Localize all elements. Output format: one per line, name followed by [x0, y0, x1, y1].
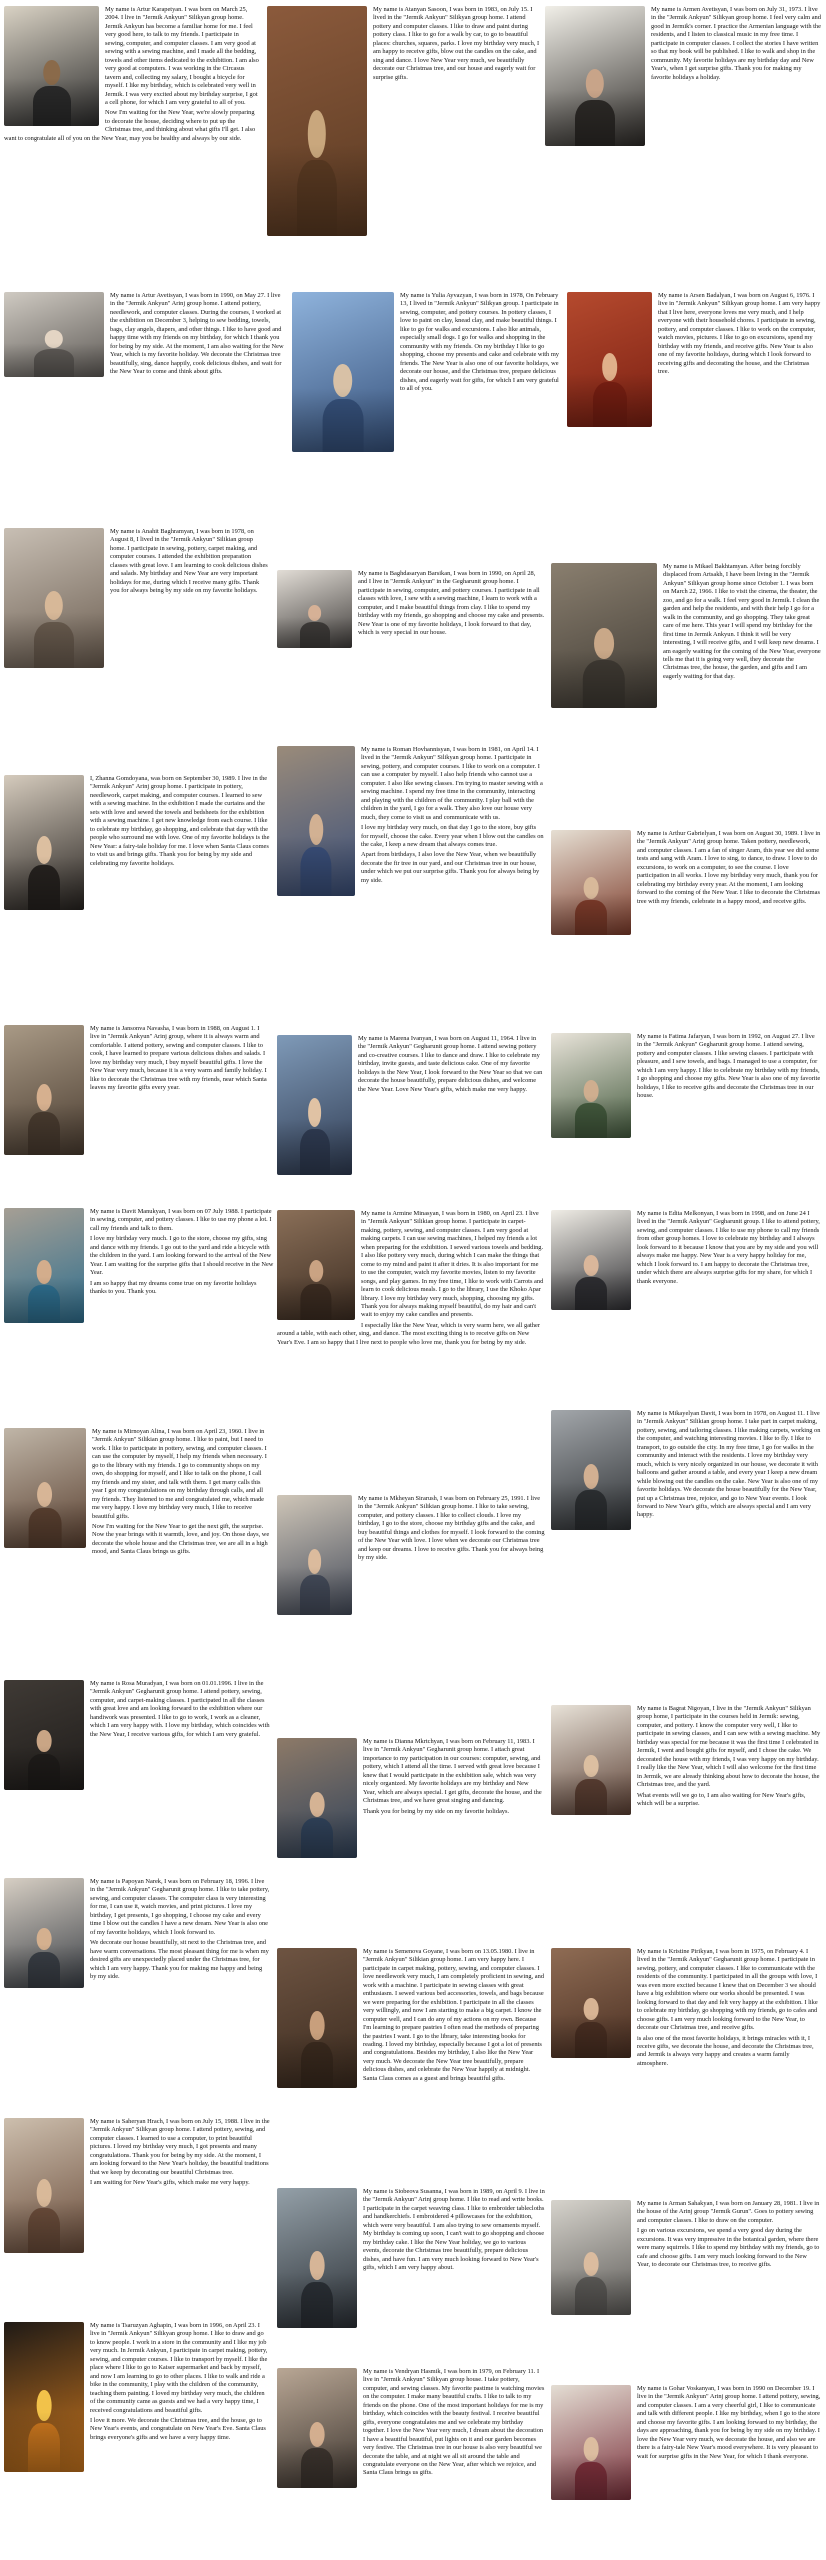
story-card — [551, 563, 821, 828]
story-card — [292, 292, 562, 522]
story-paragraph: My name is Mikayelyan Davit, I was born in 1978, on August 11. I live in "Jermik Ankyun" Silikian group home. I take part in carpet making, pottery, sewing, and tailoring classes. I like making carpets, working on the computer, and watching interesting movies. I like to fly. I like to transport, to go outside the city. In my free time, I go for walks in the community and interact with the residents. I love my birthday very much, which is very nicely organized in our house, we decorate it with balloons and gather around a table, and every year I keep a new dream while blowing out the candles on the cake. New Year is also one of my favorite holidays. We decorate the house beautifully for the New Year, put up a Christmas tree, rejoice, and go to New Year events. I look forward to New Year's gifts, which are always special and I am very happy. — [637, 1410, 821, 1519]
story-card — [4, 292, 284, 522]
resident-photo — [277, 2368, 357, 2488]
story-paragraph: My name is Bagrat Nigoyan, I live in the "Jermik Ankyun" Silikyan group home, I participate in the courses held in Jermik: sewing, computer, and pottery. I know the computer very well, I like to participate in sewing classes, and I can sew with a sewing machine. My birthday was special for me because it was the first time I celebrated in Jermik, I went and bought gifts for myself, and I chose the cake. We decorated the house with my friends, I was very happy on my birthday. I really like the New Year, which I will also welcome for the first time in Jermik, we are already thinking about how to decorate the house, the Christmas tree, and the yard. — [637, 1705, 821, 1789]
story-paragraph: We decorate our house beautifully, sit next to the Christmas tree, and have warm conversations. The most pleasant thing for me is when my desired gifts are unexpectedly placed under the Christmas tree, for which I am very happy. Thank you for making me happy and being by my side. — [90, 1939, 269, 1980]
story-card — [277, 1495, 545, 1735]
story-card — [4, 2322, 270, 2554]
resident-photo — [551, 1210, 631, 1310]
story-paragraph: My name is Davit Manukyan, I was born on 07 July 1988. I participate in sewing, computer, and pottery classes. I like to use my phone a lot. I call my friends and talk to them. — [90, 1208, 272, 1232]
story-card — [277, 2188, 545, 2363]
resident-photo — [551, 2200, 631, 2315]
story-paragraph: is also one of the most favorite holidays, it brings miracles with it, I receive gifts, we decorate the house, and decorate the Christmas tree, and Jermik is always very happy and creates a warm family atmosphere. — [637, 2034, 814, 2067]
story-paragraph: My name is Papoyan Narek, I was born on February 18, 1996. I live in the "Jermik Ankyun" Gegharunit group home. I like to take pottery, sewing, and computer classes. The computer class is very interesting for me, I can use it, watch movies, and print pictures. I love my birthday, I get presents, I go shopping, I choose my cake and every time I blow out the candles I have a new dream. New Year is also one of my favorite holidays, which I look forward to. — [90, 1878, 270, 1936]
story-paragraph: My name is Mkheyan Sirarush, I was born on February 25, 1991. I live in the "Jermik Ankyun" Silikian group home. I like to take sewing, computer, and pottery classes. I like to collect clouds. I love my birthday, I go to the store, choose my birthday gifts and the cake, and buy beautiful things and clothes for myself. I look forward to the coming of the New Year with love. I love when we decorate our Christmas tree and keep our dreams. I love to receive gifts. Thank you for always being by my side. — [358, 1495, 545, 1562]
story-card — [551, 2385, 821, 2555]
resident-photo — [277, 1948, 357, 2088]
story-card — [545, 6, 821, 266]
resident-photo — [4, 1428, 86, 1548]
story-card — [551, 1948, 821, 2198]
resident-photo — [4, 775, 84, 910]
story-card — [4, 1878, 270, 2113]
resident-photo — [551, 2385, 631, 2500]
story-card — [277, 1948, 545, 2183]
story-card — [4, 1025, 270, 1230]
story-card — [4, 1680, 274, 1875]
story-paragraph: My name is Baghdasaryan Barsikan, I was born in 1990, on April 28, and I live in "Jermik Ankyun" in the Gegharunit group home. I participate in sewing, computer, and pottery courses. I participate in all classes with love, I sew with a sewing machine, I learn to work with a computer, and I make beautiful things from clay. I like to spend my birthday with my friends, go shopping and choose my cake and presents. New Year is one of my favorite holidays, I look forward to that day, which is very special in our house. — [358, 570, 545, 637]
resident-photo — [277, 2188, 357, 2328]
story-card — [551, 830, 821, 1030]
story-paragraph: My name is Mirnoyan Alina, I was born on April 23, 1960. I live in "Jermik Ankyun" Silikian group home. I like to paint, but I need to work. I like to participate in pottery, sewing, and computer classes. I can use the computer by myself, I help my friends when necessary. I go to the library with my friends. I go to community shops on my own, do shopping for myself, and I like to talk on the phone, I call my friends and my sister, and talk with them. I get many calls this year I got my congratulations on my birthday through calls, and all my friends. They listened to me and congratulated me, which made me very happy. I love my birthday very much, I like to receive beautiful gifts. — [92, 1428, 267, 1520]
story-paragraph: My name is Tsaruzyan Aghapin, I was born in 1996, on April 23. I live in "Jermik Ankyun" Silikyan group home. I like to draw and go to know people. I work in a store in the community and I like my job very much. In Jermik Ankyun, I participate in carpet making, pottery, sewing, and computer courses. I like to transport by myself. I like the place where I like to go to Kaiser supermarket and back by myself, and now I am learning to go to other places. I like to walk and ride a bike in the community, I play with the children of the community, teaching them painting. I loved my birthday very much, the children of the community came as guests and we had a very happy time, I received congratulations and beautiful gifts. — [90, 2322, 268, 2414]
resident-photo — [4, 1878, 84, 1988]
story-paragraph: I go on various excursions, we spend a very good day during the excursions. It was very impressive in the botanical garden, where there were many squirrels. I like to spend my birthday with my friends, go to cafe and choose gifts. I am very much looking forward to the New Year, to decorate our Christmas tree, to receive gifts. — [637, 2227, 820, 2269]
story-paragraph: What events will we go to, I am also waiting for New Year's gifts, which will be a surprise. — [637, 1791, 806, 1807]
resident-photo — [277, 1035, 352, 1175]
story-paragraph: My name is Roman Hovhannisyan, I was born in 1981, on April 14. I lived in the "Jermik Ankyun" Silikyan group home. I participate in sewing, pottery, and computer courses. I like to work on a computer. I can use a computer by myself. I also help friends who cannot use a computer. I also like sewing classes. I'm trying to master sewing with a sewing machine. I spend my free time in the community, interacting and playing with the children of the community. I play ball with the children in the yard, I go for a walk. They also love our house very much, they come to visit us and communicate with us. — [361, 746, 543, 821]
story-paragraph: My name is Rosa Muradyan, I was born on 01.01.1996. I live in the "Jermik Ankyun" Gegharunit group home. I attend pottery, sewing, computer, and carpet-making classes. I participated in all the classes with great love and am looking forward to the exhibition where our handiwork was presented. I like to go to work, I work as a cleaner, which I am very happy with. I love my birthday, which coincides with the New Year, I receive various gifts, for which I am very grateful. — [90, 1680, 270, 1738]
story-card — [551, 1705, 821, 1945]
story-card — [4, 775, 270, 1020]
story-card — [277, 1035, 545, 1200]
story-card — [4, 6, 259, 266]
resident-photo — [277, 1738, 357, 1858]
story-card — [277, 1738, 542, 1943]
story-paragraph: My name is Atanyan Sasoon, I was born in 1983, on July 15. I lived in the "Jermik Ankyun" Silikyan group home. I attend pottery and computer classes. I like to draw and paint during pottery class. I like to go for a walk by car, to go to beautiful places: churches, squares, parks. I love my birthday very much, I am happy to receive gifts, blow out the candles on the cake, and sing and dance. I love New Year very much, we beautifully decorate our Christmas tree, and our house and eagerly wait for surprise gifts. — [373, 6, 540, 81]
story-paragraph: My name is Artur Avetisyan, I was born in 1990, on May 27. I live in the "Jermik Ankyun" Arinj group home. I attend pottery, needlework, and computer classes. During the courses, I worked at the exhibition on December 3, helping to sew bedding, towels, bags, clay angels, diapers, and other things. I like to have good and happy time with my friends on my birthday, for which I thank you for being by my side. At the moment, I am also waiting for the New Year, which is my favorite holiday. We decorate the Christmas tree beautifully, sing, dance happily, cook delicious dishes, and wait for the New Year to come and think about gifts. — [110, 292, 284, 376]
resident-photo — [4, 1680, 84, 1790]
story-card — [551, 1033, 821, 1208]
story-paragraph: My name is Gohar Voskanyan, I was born in 1990 on December 19. I live in the "Jermik Ankyun" Arinj group home. I attend pottery, sewing, and computer classes. I am a very cheerful girl, I like to communicate and talk with different people. I like my birthday, when I go to the store and choose my favorite gifts. I am looking forward to my birthday, the days are approaching, thank you for being by my side on my birthday. I love the New Year very much, we decorate the house, and also we are there is a fairy-tale New Year's mood everywhere. It is very pleasant to wait for surprise gifts in the New Year, for which I thank everyone. — [637, 2385, 821, 2460]
story-card — [4, 528, 269, 768]
story-paragraph: My name is Dianna Mkrtchyan, I was born on February 11, 1983. I live in "Jermik Ankyun" Gegharunit group home. I attach great importance to my participation in our courses: computer, sewing, and pottery, which I attend all the time. I served with great love because I knew that I would participate in the exhibition sale, which was very nicely organized. My favorite holidays are my birthday and New Year, which are always special. I get gifts, decorate the house, and the Christmas tree, and we have great singing and dancing. — [363, 1738, 542, 1805]
resident-photo — [4, 1025, 84, 1155]
story-paragraph: I love my birthday very much, on that day I go to the store, buy gifts for myself, choose the cake. Every year when I blow out the candles on the cake, I keep a new dream that always comes true. — [361, 824, 544, 848]
resident-photo — [277, 1210, 355, 1320]
story-card — [551, 2200, 821, 2380]
resident-photo — [4, 292, 104, 377]
resident-photo — [4, 2322, 84, 2472]
story-paragraph: I am so happy that my dreams come true on my favorite holidays thanks to you. Thank you. — [90, 1279, 257, 1296]
story-paragraph: My name is Armine Minasyan, I was born in 1980, on April 23. I live in "Jermik Ankyun" Silikian group home. I participate in carpet-making, pottery, sewing, and computer classes. I am very good at making carpets. I can use sewing machines, I helped my friends a lot when preparing for the exhibition. I sewed various towels and bedding. I also like pottery very much, during which I can make the things that come to my mind and paint it after it dries. It is also important for me to use the computer, watch my favorite movies, listen to my favorite songs, and play games. In my free time, I like to work with Carrots and learn to cook delicious meals. I go to the library, I use the Khoko Apar library. I love my birthday very much, shopping, choosing my gifts. Thank you for always making myself beautiful, do my hair and can't wait to enjoy my cake candles and presents. — [361, 1210, 544, 1319]
resident-photo — [267, 6, 367, 236]
story-paragraph: My name is Siobeova Susanna, I was born in 1989, on April 9. I live in the "Jermik Ankyun" Arinj group home. I like to read and write books. I participate in the carpet weaving class. I like to embroider tablecloths and handkerchiefs. I embroidered 4 pillowcases for the exhibition, which were very beautiful. I am also trying to sew ornaments myself. My birthday is coming up soon, I can't wait to go shopping and choose my birthday cake. I like the New Year holiday, we go to various events, decorate the Christmas tree beautifully, prepare delicious dishes, and have fun. I am very much looking forward to New Year's gifts, which I am very happy about. — [363, 2188, 545, 2272]
resident-photo — [551, 830, 631, 935]
story-card — [551, 1210, 821, 1390]
story-card — [567, 292, 821, 522]
resident-photo — [551, 563, 657, 708]
story-card — [277, 746, 545, 1036]
resident-photo — [4, 2118, 84, 2253]
story-paragraph: My name is Jansonva Navasha, I was born in 1988, on August 1. I live in "Jermik Ankyun" Arinj group, where it is always warm and comfortable. I attend pottery, sewing and computer classes. I like to cook, I have learned to prepare various delicious dishes and salads. I love my birthday very much, I buy myself beautiful gifts. I love the New Year very much, because it is a very warm and family holiday. I like to decorate the Christmas tree with my friends, near which Santa leaves my favorite gifts every year. — [90, 1025, 267, 1092]
story-paragraph: Now I'm waiting for the New Year to get the next gift, the surprise. Now the year brings with it warmth, love, and joy. On those days, we decorate the whole house and the Christmas tree, we are all in a high mood, and Santa Claus brings us gifts. — [92, 1522, 270, 1556]
story-card — [4, 1428, 270, 1676]
story-paragraph: I especially like the New Year, which is very warm here, we all gather around a table, with each other, sing, and dance. The most exciting thing is to receive gifts on New Year's Eve. I am so happy that I live next to people who love me, thank you for being by my side. — [277, 1321, 540, 1346]
resident-photo — [4, 528, 104, 668]
resident-photo — [277, 1495, 352, 1615]
story-paragraph: Now I'm waiting for the New Year, we're slowly preparing to decorate the house, deciding where to put up the Christmas tree, and thinking about what gifts I'll get. I also want to congratulate all of you on the New Year, may you be healthy and always by our side. — [4, 109, 256, 142]
story-paragraph: My name is Vendryan Hasmik, I was born in 1979, on February 11. I live in "Jermik Ankyun" Silikyan group house. I take pottery, computer, and sewing classes. My favorite pastime is watching movies on the computer. I make many beautiful crafts. I like to talk to my friends on the phone. One of the most important holidays for me is my birthday, which coincides with the beauty festival. I receive beautiful gifts, everyone congratulates me and we celebrate my birthday together. I love the New Year very much, I dream about the decoration I have a beautiful beautiful, put lights on it and our garden becomes very festive. The Christmas tree in our house is also very beautiful we decorate the table, and at night we all sit around the table and congratulate everyone on the New Year, after which we rejoice, and Santa Claus brings us gifts. — [363, 2368, 545, 2477]
story-paragraph: My name is Arthur Gabrielyan, I was born on August 30, 1989. I live in the "Jermik Ankyun" Arinj group home. Taken pottery, needlework, and computer classes. I am a fan of singer Aram, this year we did some tests and sang with Aram. I love to sing, to dance, to draw. I love to do excursions, to work on a computer, to see the course. I love participation in all works. I love my birthday very much, thank you for celebrating my birthday every year. At the moment, I am looking forward to the coming of the New Year. I like to decorate the Christmas tree with my friends, celebrate in a happy mood, and receive gifts. — [637, 830, 821, 905]
resident-photo — [545, 6, 645, 146]
story-paragraph: My name is Saheryan Hrach, I was born on July 15, 1988. I live in the "Jermik Ankyun" Silikyan group home. I attend pottery, sewing, and computer classes. I learned to use a computer, to print beautiful pictures. I loved my birthday very much, I got presents and many congratulations. Thank you for being by my side. At the moment, I am looking forward to the New Year's holiday, the beautiful traditions that we keep by decorating our beautiful Christmas tree. — [90, 2118, 270, 2176]
story-paragraph: My name is Mikael Bakhtamyan. After being forcibly displaced from Artsakh, I have been living in the "Jermik Ankyun" Silikyan group home since October 1. I was born on March 22, 1966. I like to visit the cinema, the theater, the zoo, and go for a walk. I feel very good in Jermik. I clean the garden and help the residents, and with their help I go for a walk in the community, and go shopping. They take great care of me here. This year I will spend my birthday for the first time in Jermik Ankyun. I think it will be very interesting, I will receive gifts, and I will keep new dreams. I am eagerly waiting for the coming of the New Year, everyone tells me that it is going very well, they decorate the Christmas tree, the house, the garden, and gifts and I am eagerly waiting for that day. — [663, 563, 821, 680]
story-card — [4, 2118, 270, 2318]
story-paragraph: Thank you for being by my side on my favorite holidays. — [363, 1807, 510, 1815]
story-paragraph: I love it more. We decorate the Christmas tree, and the house, go to New Year's events, and congratulate on New Year's Eve. Santa Claus brings everyone's gifts and we have a very happy time. — [90, 2416, 266, 2441]
story-paragraph: My name is Artur Karapetyan. I was born on March 25, 2004. I live in "Jermik Ankyun" Silikyan group home. Jermik Ankyun has become a familiar home for me. I feel very good here, to talk to my friends. I participate in sewing, computer, and computer classes. I am very good at sewing with a sewing machine, and I made all the bedding, towels and other items dedicated to the exhibition. I am also very good at computers. I was working in the Circasus tavern and, collecting my salary, I bought a bicycle for myself. I like my birthday, which is celebrated very well in Jermik. I was very excited about my birthday surprise, I got a cell phone, for which I am very grateful to all of you. — [105, 6, 259, 106]
story-paragraph: My name is Armen Avetisyan, I was born on July 31, 1973. I live in the "Jermik Ankyun" Silikyan group home. I feel very calm and good in Jermik's corner. I practice the Armenian language with the residents, and I listen to classical music in my free time. I participate in computer classes. I collect the stories I have written so that my book will be published. I like to walk and shop in the community. My favorite holidays are my birthday day and New Year's, when I get surprise gifts. Thank you for making my favorite holidays a holiday. — [651, 6, 821, 81]
story-card — [4, 1208, 274, 1423]
resident-photo — [567, 292, 652, 427]
resident-photo — [551, 1705, 631, 1815]
story-paragraph: My name is Yulia Ayvazyan, I was born in 1978, On February 13, I lived in "Jermik Ankyun" Silikyan group. I participate in sewing, computer, and pottery courses. In pottery classes, I love to paint on clay, knead clay, and make beautiful things. I like to go for walks and excursions. I also like animals, especially small dogs. I go for walks and shopping in the community with my friends. On my birthday I like to go shopping, choose my presents and cake and celebrate with my friends. The New Year is also one of our favorite holidays, we decorate our house, and the Christmas tree, prepare delicious dishes, and eagerly wait for gifts, for which I am very grateful to all of you. — [400, 292, 560, 392]
story-paragraph: Apart from birthdays, I also love the New Year, when we beautifully decorate the fir tree in our yard, and our Christmas tree in our house, under which we put our surprise gifts. Thank you for always being by my side. — [361, 851, 540, 884]
story-card — [277, 1210, 545, 1500]
story-card — [267, 6, 540, 266]
story-paragraph: My name is Edita Melkonyan, I was born in 1998, and on June 24 I lived in the "Jermik Ankyun" Gegharunit group. I like to attend pottery, sewing, and computer classes. I like to use my phone to call my friends from other group homes. I love to celebrate my birthday and I always look forward to it because I know that you are by my side and you will always make me happy. New Year is a very happy holiday for me, which I look forward to. I am happy to decorate the Christmas tree, under which there are always surprise gifts for my share, for which I thank everyone. — [637, 1210, 820, 1285]
story-card — [277, 570, 545, 720]
story-paragraph: My name is Kristine Pirikyan, I was born in 1975, on February 4. I lived in the "Jermik Ankyun" Gegharunit group home. I participate in sewing, pottery, and computer classes. I like to communicate with the residents of the community. I participated in all the groups with love, I was even more excited because I knew that on December 3 we should have a big exhibition where our works should be presented. I was looking forward to that day and felt very happy at the exhibition. I like to celebrate my birthday, go shopping with my friends, go to cafes and choose gifts. I am very much looking forward to the New Year, to decorate our Christmas tree, and receive gifts. — [637, 1948, 818, 2032]
resident-photo — [292, 292, 394, 452]
resident-photo — [551, 1410, 631, 1530]
story-card — [277, 2368, 545, 2556]
resident-photo — [4, 6, 99, 126]
resident-photo — [551, 1033, 631, 1138]
story-card — [551, 1410, 821, 1700]
resident-photo — [277, 570, 352, 648]
story-paragraph: My name is Semenova Goyane, I was born on 13.05.1980. I live in "Jermik Ankyun" Silikian group home. I am very happy here. I participate in carpet making, pottery, sewing, and computer classes. I love needlework very much, I am completely proficient in sewing, and work with a machine. I participate in sewing classes with great enthusiasm. I sewed various bed accessories, towels, and bags because we were preparing for the exhibition. I participate in all the classes very willingly, and now I am starting to make a big carpet. I know the computer well, and I can do any of my actions on my own. Because I'm learning to prepare pastries I often read the methods of preparing the pastries I want. I go to the library, take interesting books for reading. I loved my birthday, especially because I got a lot of presents and congratulations. Besides my birthday, I also like the New Year very much. We decorate the New Year tree beautifully, prepare delicious dishes, and celebrate the New Year happily at midnight. Santa Claus comes as a guest and brings beautiful gifts. — [363, 1948, 545, 2082]
story-paragraph: My name is Arman Sahakyan, I was born on January 28, 1981. I live in the house of the Arinj group "Jermik Gurun". Goes to pottery sewing and computer classes. I like to draw on the computer. — [637, 2200, 820, 2224]
resident-photo — [4, 1208, 84, 1323]
story-paragraph: My name is Anahit Baghramyan, I was born in 1978, on August 8, I lived in the "Jermik Ankyun" Silikian group home. I participate in sewing, pottery, carpet making, and computer courses. I attended the exhibition preparation classes with great love. I am learning to cook delicious dishes and salads. My birthday and New Year are very important holidays for me, during which I receive many gifts. Thank you for always being by my side on my favorite holidays. — [110, 528, 268, 595]
story-paragraph: I, Zhanna Gomdoyana, was born on September 30, 1989. I live in the "Jermik Ankyun" Arinj group home. I participate in pottery, needlework, carpet making, and computer courses. I learned to sew with a sewing machine. In the exhibition I made the curtains and the sets with love and sewed the towels and bedsheets for the exhibition with a sewing machine. I get new knowledge from each course. I like to celebrate my birthday, go shopping, and celebrate that day with the people who surround me with love. One of my favorite holidays is the New Year: a fairy-tale holiday for me. I love when Santa Claus comes to visit us and brings gifts. Thank you for being by my side and celebrating my favorite holidays. — [90, 775, 270, 867]
story-paragraph: I am waiting for New Year's gifts, which make me very happy. — [90, 2179, 250, 2187]
story-paragraph: My name is Marena Ivanyan, I was born on August 11, 1964. I live in the "Jermik Ankyun" Gegharunit group home. I attend sewing pottery and co-creative courses. I like to dance and draw. I like to celebrate my birthday, invite guests, and taste delicious cake. One of my favorite holidays is the New Year, I look forward to the New Year so that we can decorate the house beautifully, prepare delicious dishes, and welcome the New Year. Love New Year's gifts, which make me very happy. — [358, 1035, 543, 1093]
resident-photo — [551, 1948, 631, 2058]
story-paragraph: My name is Fatima Jafaryan, I was born in 1992, on August 27. I live in the "Jermik Ankyun" Gegharunit group home. I attend sewing, pottery and computer classes. I like sewing classes. I participate with pleasure, and I sew towels, and bags. I managed to use a computer, for which I am very happy. I like to celebrate my birthday with my friends, I go shopping and choose my gifts. New Year is also one of my favorite holidays, I like to receive gifts and decorate the Christmas tree in our house. — [637, 1033, 821, 1100]
story-paragraph: My name is Arsen Badalyan, I was born on August 6, 1976. I live in "Jermik Ankyun" Silikyan group home. I am very happy that I live here, everyone loves me very much, and I help everyone with their household chores. I participate in sewing, pottery, and computer classes. I like to work on the computer, watch movies, pictures. I like to go on excursions, spend my birthday with my friends, and receive gifts. New Year is also one of my favorite holidays, during which I look forward to receiving gifts and decorating the house, and the Christmas tree. — [658, 292, 821, 376]
story-paragraph: I love my birthday very much. I go to the store, choose my gifts, sing and dance with my friends. I go out to the yard and ride a bicycle with the children in the yard. I am looking forward to the arrival of the New Year. I am waiting for the surprise gifts that I should receive in the New Year. — [90, 1235, 274, 1277]
resident-photo — [277, 746, 355, 896]
